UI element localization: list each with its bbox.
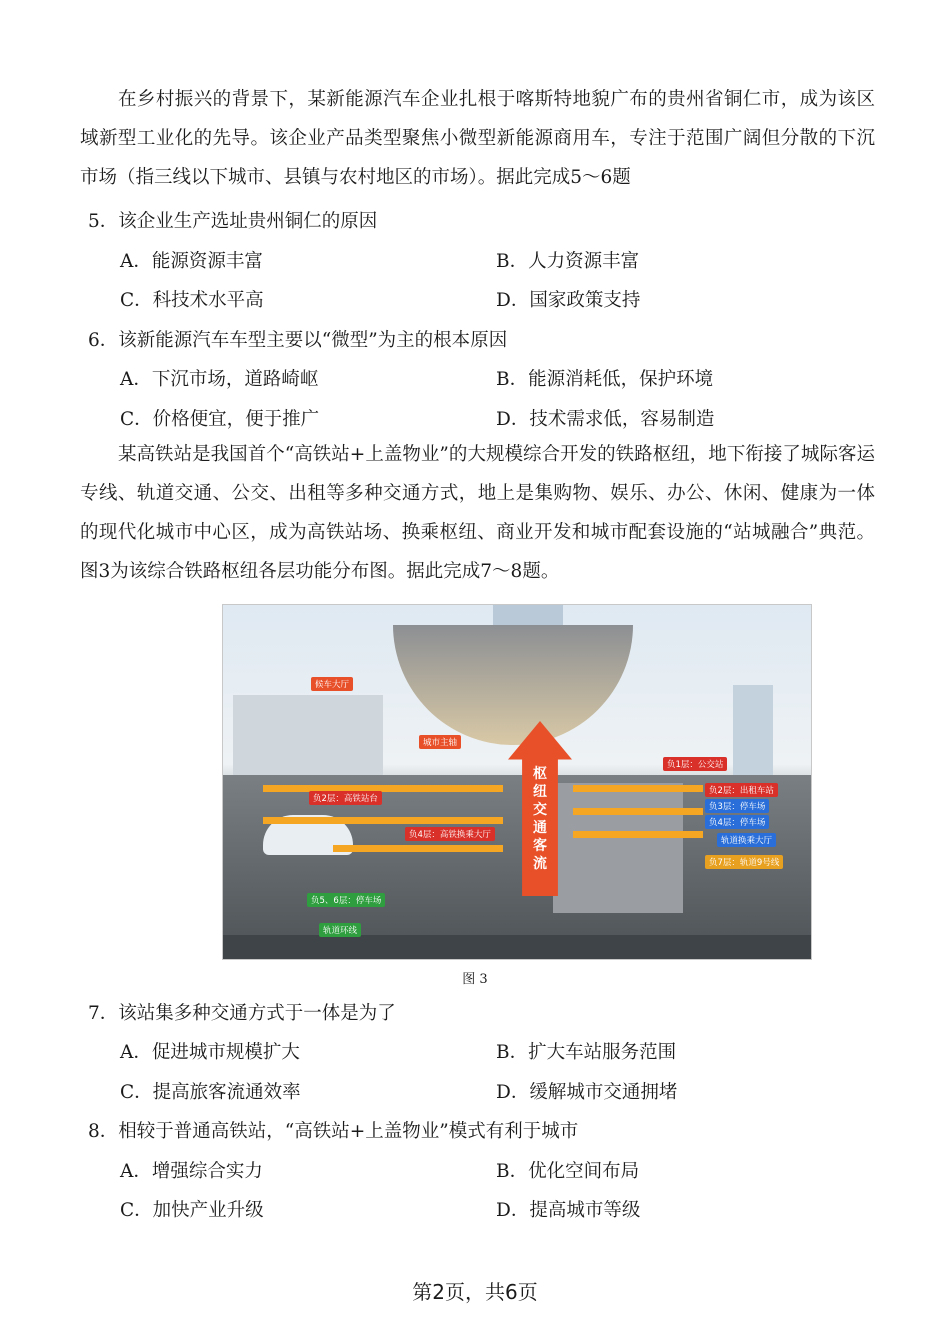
q7-option-d: D．缓解城市交通拥堵: [496, 1082, 678, 1103]
passage-2-text: 某高铁站是我国首个“高铁站+上盖物业”的大规模综合开发的铁路枢纽，地下衔接了城际客运专线、轨道交通、公交、出租等多种交通方式，地上是集购物、娱乐、办公、休闲、健康为一体的现代化城市中心区，成为高铁站场、换乘枢纽、商业开发和城市配套设施的“站城融合”典范。图3为该综合铁路枢纽各层功能分布图。据此完成7～8题。: [80, 444, 875, 582]
q5-option-c: C．科技术水平高: [120, 290, 264, 311]
label-b3-parking: 负3层：停车场: [705, 799, 769, 813]
q5-option-b: B．人力资源丰富: [496, 251, 640, 272]
q8-option-c: C．加快产业升级: [120, 1200, 264, 1221]
page-number: 第2页，共6页: [412, 1280, 538, 1304]
passage-1-text: 在乡村振兴的背景下，某新能源汽车企业扎根于喀斯特地貌广布的贵州省铜仁市，成为该区域新型工业化的先导。该企业产品类型聚焦小微型新能源商用车，专注于范围广阔但分散的下沉市场（指三线以下城市、县镇与农村地区的市场）。据此完成5～6题: [80, 89, 875, 188]
hub-flow-label: 枢纽交通客流: [533, 766, 547, 872]
label-b4-parking: 负4层：停车场: [705, 815, 769, 829]
building-left: [233, 695, 383, 775]
question-5-stem: 5．该企业生产选址贵州铜仁的原因: [88, 211, 378, 232]
q6-option-b: B．能源消耗低，保护环境: [496, 369, 714, 390]
parking-levels: [553, 783, 683, 913]
flow-arrow-5: [573, 808, 703, 815]
figure-caption: 图 3: [462, 972, 488, 987]
label-rail-loop: 轨道环线: [319, 923, 361, 937]
passage-1: [80, 80, 875, 197]
label-b56-parking: 负5、6层：停车场: [307, 893, 385, 907]
label-b7-line9: 负7层：轨道9号线: [705, 855, 783, 869]
label-city-axis: 城市主轴: [419, 735, 461, 749]
q8-option-d: D．提高城市等级: [496, 1200, 641, 1221]
q6-option-a: A．下沉市场，道路崎岖: [120, 369, 319, 390]
q5-option-a: A．能源资源丰富: [120, 251, 263, 272]
label-b1-bus: 负1层：公交站: [663, 757, 727, 771]
flow-arrow-6: [573, 831, 703, 838]
q8-option-a: A．增强综合实力: [120, 1161, 263, 1182]
flow-arrow-2: [263, 817, 503, 824]
question-7-stem: 7．该站集多种交通方式于一体是为了: [88, 1003, 396, 1024]
label-b2-platform: 负2层：高铁站台: [309, 791, 382, 805]
question-6-stem: 6．该新能源汽车车型主要以“微型”为主的根本原因: [88, 330, 508, 351]
q8-option-b: B．优化空间布局: [496, 1161, 640, 1182]
q7-option-b: B．扩大车站服务范围: [496, 1042, 677, 1063]
label-waiting-hall: 候车大厅: [311, 677, 353, 691]
flow-arrow-1: [263, 785, 503, 792]
figure-3-station-cross-section: [222, 604, 812, 960]
label-b2-taxi: 负2层：出租车站: [705, 783, 778, 797]
label-rail-transfer: 轨道换乘大厅: [717, 833, 776, 847]
label-b4-transfer: 负4层：高铁换乘大厅: [405, 827, 495, 841]
tower-right: [733, 685, 773, 775]
flow-arrow-4: [573, 785, 703, 792]
commercial-podium: [393, 625, 633, 745]
q5-option-d: D．国家政策支持: [496, 290, 641, 311]
q6-option-d: D．技术需求低，容易制造: [496, 409, 715, 430]
q7-option-c: C．提高旅客流通效率: [120, 1082, 301, 1103]
question-8-stem: 8．相较于普通高铁站，“高铁站+上盖物业”模式有利于城市: [88, 1121, 579, 1142]
flow-arrow-3: [333, 845, 503, 852]
passage-2: [80, 435, 875, 591]
q6-option-c: C．价格便宜，便于推广: [120, 409, 320, 430]
rail-loop-tunnel: [223, 935, 811, 959]
q7-option-a: A．促进城市规模扩大: [120, 1042, 300, 1063]
